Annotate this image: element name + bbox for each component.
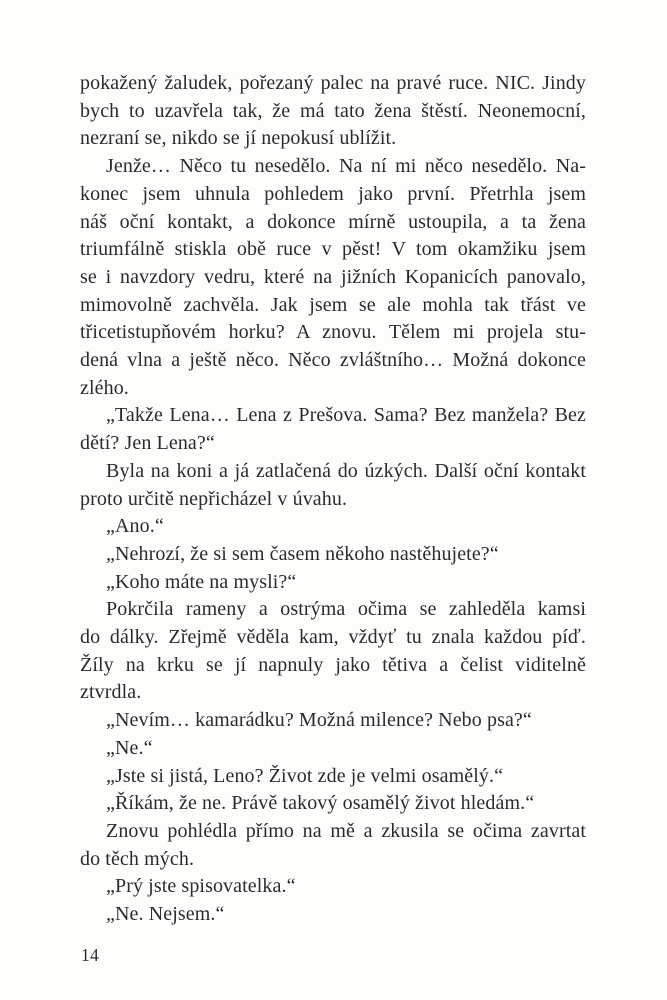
text-line: zlého. (80, 376, 129, 399)
text-line: dětí? Jen Lena?“ (80, 432, 215, 455)
text-line: „Takže Lena… Lena z Prešova. Sama? Bez manžela? Bez (106, 404, 586, 427)
text-line: Žíly na krku se jí napnuly jako tětiva a čelist viditelně (80, 653, 586, 676)
text-line: „Ne.“ (106, 736, 153, 759)
text-line: „Jste si jistá, Leno? Život zde je velmi osamělý.“ (106, 764, 504, 787)
text-line: do těch mých. (80, 847, 195, 870)
page-number: 14 (81, 945, 100, 965)
text-line: „Říkám, že ne. Právě takový osamělý život hledám.“ (106, 792, 535, 815)
text-line: nezraní se, nikdo se jí nepokusí ublížit. (80, 127, 397, 150)
page-text (80, 70, 586, 929)
text-line: do dálky. Zřejmě věděla kam, vždyť tu znala každou píď. (80, 626, 586, 649)
text-line: třicetistupňovém horku? A znovu. Tělem mi projela stu- (80, 321, 586, 344)
text-line: „Ne. Nejsem.“ (106, 903, 225, 926)
text-line: triumfálně stiskla obě ruce v pěst! V tom okamžiku jsem (80, 238, 586, 261)
text-line: „Prý jste spisovatelka.“ (106, 875, 296, 898)
text-line: proto určitě nepřicházel v úvahu. (80, 487, 348, 510)
text-line: se i navzdory vedru, které na jižních Kopanicích panovalo, (80, 265, 586, 288)
text-line: mimovolně zachvěla. Jak jsem se ale mohla tak třást ve (80, 293, 586, 316)
text-line: ztvrdla. (80, 681, 142, 704)
text-line: Jenže… Něco tu nesedělo. Na ní mi něco nesedělo. Na- (106, 155, 586, 178)
text-line: konec jsem uhnula pohledem jako první. Přetrhla jsem (80, 182, 586, 205)
text-line: „Ano.“ (106, 515, 164, 538)
text-line: „Koho máte na mysli?“ (106, 570, 297, 593)
text-line: Znovu pohlédla přímo na mě a zkusila se očima zavrtat (106, 819, 586, 842)
text-line: náš oční kontakt, a dokonce mírně ustoupila, a ta žena (80, 210, 586, 233)
text-line: „Nehrozí, že si sem časem někoho nastěhujete?“ (106, 542, 499, 565)
text-line: „Nevím… kamarádku? Možná milence? Nebo psa?“ (106, 709, 532, 732)
text-line: Byla na koni a já zatlačená do úzkých. Další oční kontakt (106, 459, 586, 482)
text-line: bych to uzavřela tak, že má tato žena štěstí. Neonemocní, (80, 99, 586, 122)
text-line: Pokrčila rameny a ostrýma očima se zahleděla kamsi (106, 598, 586, 621)
text-line: pokažený žaludek, pořezaný palec na pravé ruce. NIC. Jindy (80, 72, 586, 94)
text-line: dená vlna a ještě něco. Něco zvláštního… Možná dokonce (80, 349, 586, 372)
